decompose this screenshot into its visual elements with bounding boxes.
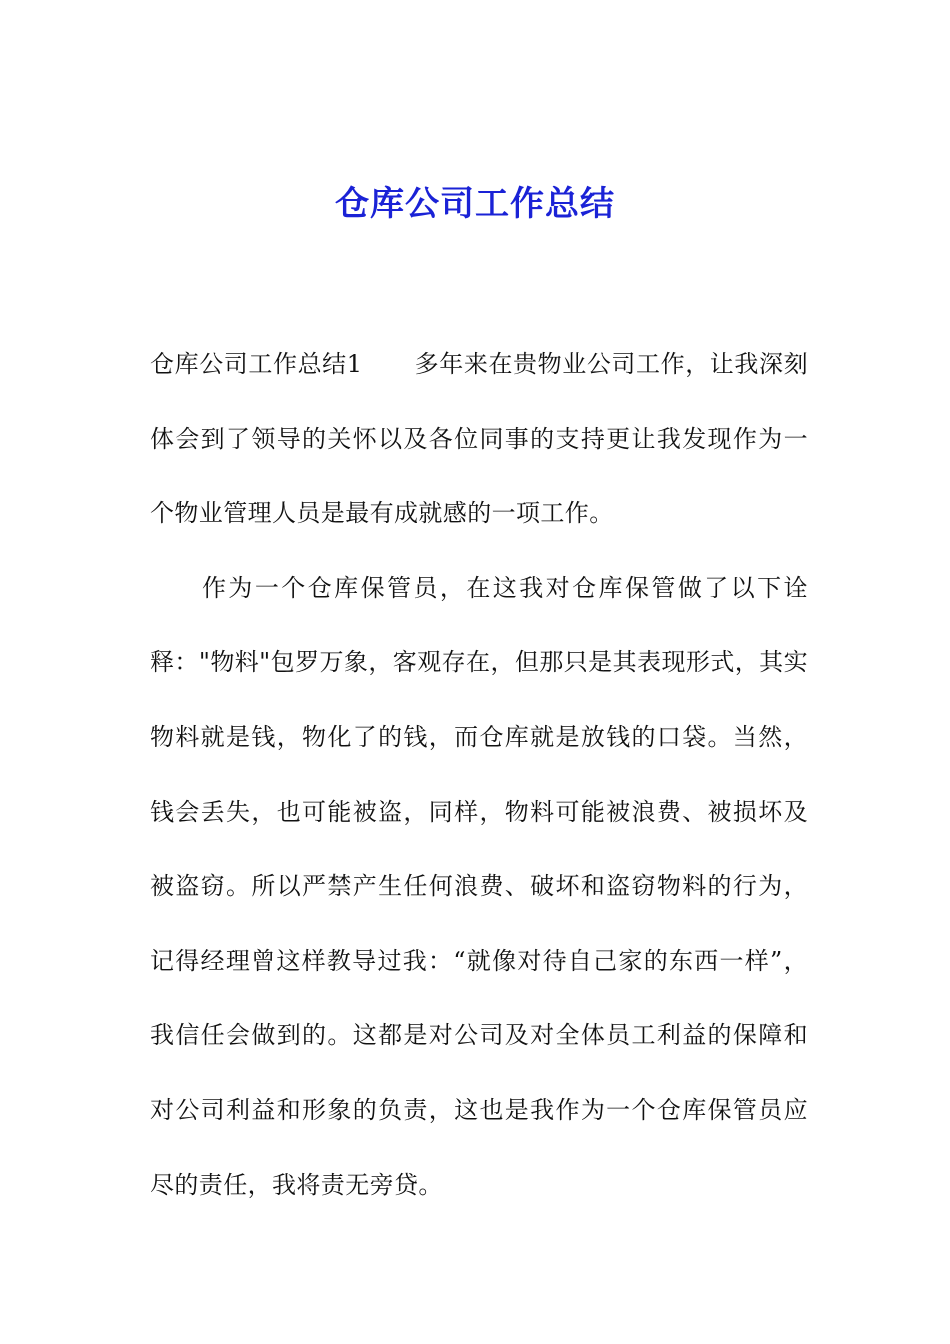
paragraph-1 xyxy=(150,327,808,551)
document-body xyxy=(150,327,808,1222)
document-title: 仓库公司工作总结 xyxy=(335,184,615,224)
section-heading: 仓库公司工作总结1 xyxy=(150,350,363,378)
paragraph-1-text: 多年来在贵物业公司工作，让我深刻体会到了领导的关怀以及各位同事的支持更让我发现作为一个物业管理人员是最有成就感的一项工作。 xyxy=(150,350,808,528)
paragraph-2: 作为一个仓库保管员，在这我对仓库保管做了以下诠释："物料"包罗万象，客观存在，但那只是其表现形式，其实物料就是钱，物化了的钱，而仓库就是放钱的口袋。当然，钱会丢失，也可能被盗，同样，物料可能被浪费、被损坏及被盗窃。所以严禁产生任何浪费、破坏和盗窃物料的行为，记得经理曾这样教导过我：“就像对待自己家的东西一样”，我信任会做到的。这都是对公司及对全体员工利益的保障和对公司利益和形象的负责，这也是我作为一个仓库保管员应尽的责任，我将责无旁贷。 xyxy=(150,573,808,1199)
